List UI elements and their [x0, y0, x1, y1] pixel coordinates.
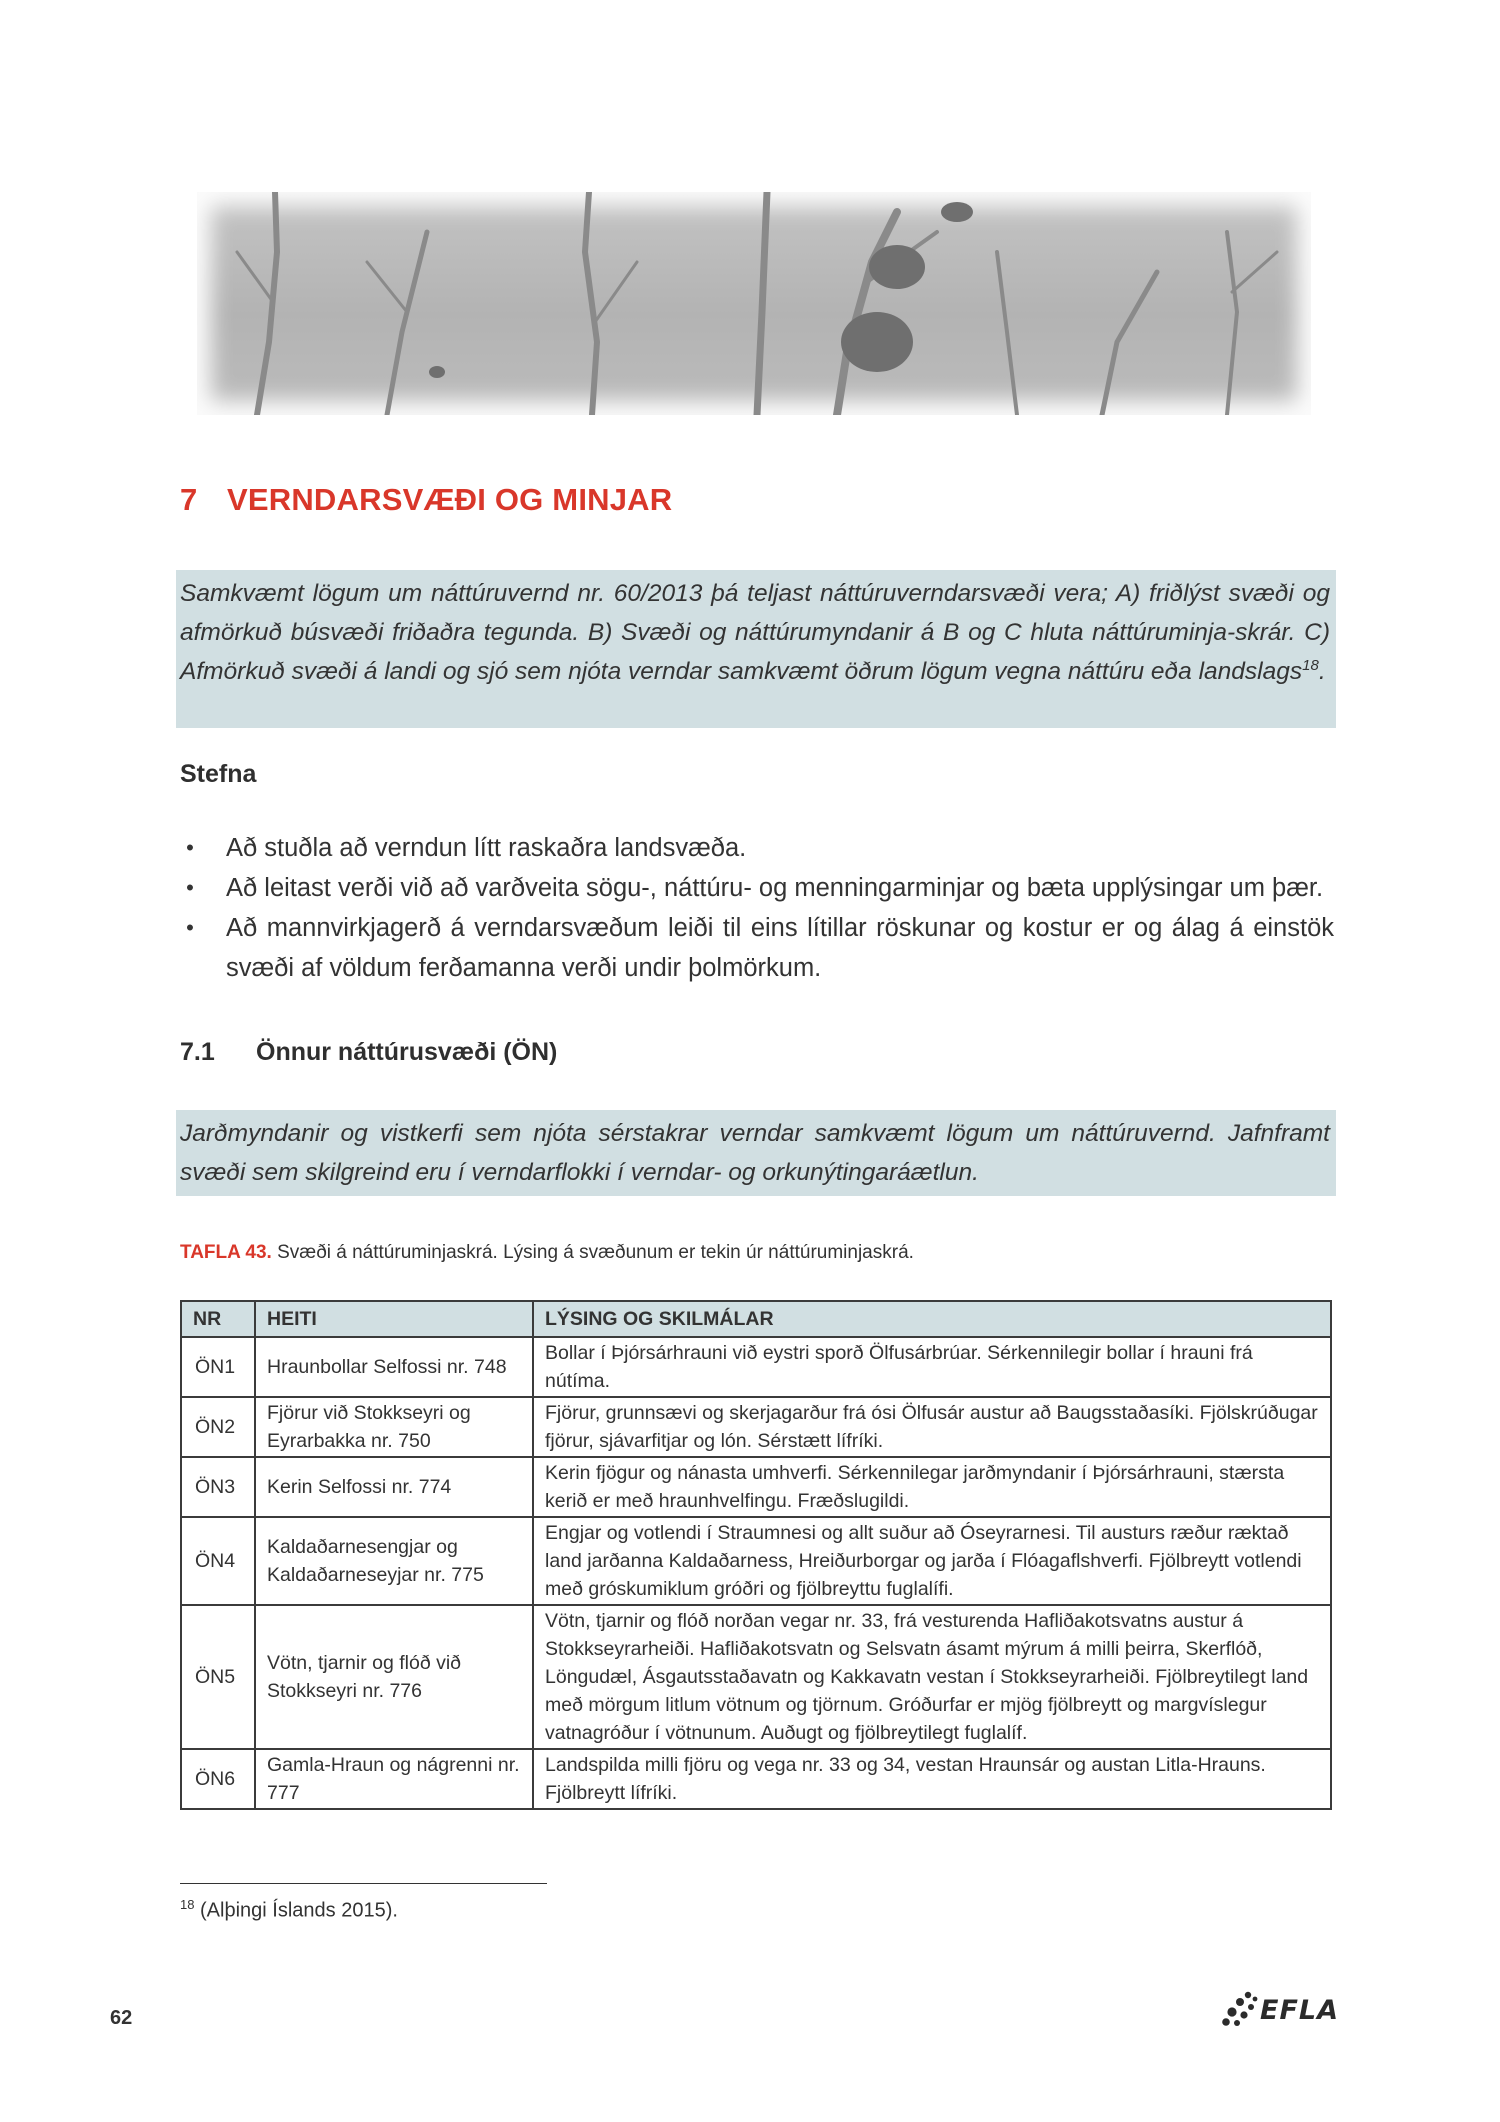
efla-logo: [1222, 1990, 1339, 2030]
chapter-number: 7: [180, 482, 198, 517]
table-row: [181, 1749, 1331, 1809]
cell-nr: ÖN1: [181, 1337, 255, 1397]
section-number: 7.1: [180, 1038, 215, 1066]
bullet-text: Að leitast verði við að varðveita sögu-, náttúru- og menningarminjar og bæta upplýsingar um þær.: [226, 874, 1324, 902]
cell-lysing: Bollar í Þjórsárhrauni við eystri sporð Ölfusárbrúar. Sérkennilegir bollar í hrauni frá nútíma.: [533, 1337, 1331, 1397]
list-item: [180, 868, 1334, 908]
bullet-icon: •: [186, 915, 194, 940]
page-number: 62: [110, 2007, 133, 2029]
footnote-divider: [180, 1883, 547, 1884]
cell-heiti: Vötn, tjarnir og flóð við Stokkseyri nr. 776: [255, 1605, 533, 1749]
intro-text: Samkvæmt lögum um náttúruvernd nr. 60/2013 þá teljast náttúruverndarsvæði vera; A) friðlýst svæði og afmörkuð búsvæði friðaðra tegunda. B) Svæði og náttúrumyndanir á B og C hluta náttúruminja-skrár. C) Afmörkuð svæði á landi og sjó sem njóta verndar samkvæmt öðrum lögum vegna náttúru eða landslags: [180, 580, 1330, 685]
cell-heiti: Fjörur við Stokkseyri og Eyrarbakka nr. 750: [255, 1397, 533, 1457]
column-header-nr: NR: [181, 1301, 255, 1337]
natural-sites-table: [180, 1300, 1332, 1810]
stefna-bullet-list: [180, 828, 1334, 988]
cell-heiti: Gamla-Hraun og nágrenni nr. 777: [255, 1749, 533, 1809]
table-caption-label: TAFLA 43.: [180, 1242, 272, 1263]
list-item: [180, 828, 1334, 868]
cell-nr: ÖN2: [181, 1397, 255, 1457]
cell-nr: ÖN3: [181, 1457, 255, 1517]
cell-heiti: Hraunbollar Selfossi nr. 748: [255, 1337, 533, 1397]
section-heading: [180, 1038, 557, 1067]
table-header-row: [181, 1301, 1331, 1337]
header-banner-image: [197, 192, 1311, 415]
bullet-text: Að stuðla að verndun lítt raskaðra landsvæða.: [226, 834, 747, 862]
cell-nr: ÖN6: [181, 1749, 255, 1809]
cell-lysing: Kerin fjögur og nánasta umhverfi. Sérkennilegar jarðmyndanir í Þjórsárhrauni, stærsta kerið er með hraunhvelfingu. Fræðslugildi.: [533, 1457, 1331, 1517]
cell-nr: ÖN4: [181, 1517, 255, 1605]
chapter-title-text: VERNDARSVÆÐI OG MINJAR: [227, 482, 673, 517]
cell-lysing: Vötn, tjarnir og flóð norðan vegar nr. 33, frá vesturenda Hafliðakotsvatns austur á Stokkseyrarheiði. Hafliðakotsvatn og Selsvatn ásamt mýrum á milli þeirra, Skerflóð, Löngudæl, Ásgautsstaðavatn og Kakkavatn vestan í Stokkseyrarheiði. Fjölbreytilegt land með mörgum litlum vötnum og tjörnum. Gróðurfar er mjög fjölbreytt og margvíslegur vatnagróður í vötnunum. Auðugt og fjölbreytilegt fuglalíf.: [533, 1605, 1331, 1749]
table-row: [181, 1605, 1331, 1749]
bullet-icon: •: [186, 875, 194, 900]
cell-heiti: Kerin Selfossi nr. 774: [255, 1457, 533, 1517]
chapter-title: [180, 482, 672, 518]
cell-nr: ÖN5: [181, 1605, 255, 1749]
footnote-text: (Alþingi Íslands 2015).: [194, 1899, 398, 1922]
footnote: [180, 1897, 398, 1923]
cell-heiti: Kaldaðarnesengjar og Kaldaðarneseyjar nr. 775: [255, 1517, 533, 1605]
stefna-heading: Stefna: [180, 760, 257, 788]
cell-lysing: Landspilda milli fjöru og vega nr. 33 og 34, vestan Hraunsár og austan Litla-Hrauns. Fjölbreytt lífríki.: [533, 1749, 1331, 1809]
table-row: [181, 1517, 1331, 1605]
column-header-heiti: HEITI: [255, 1301, 533, 1337]
column-header-lysing: LÝSING OG SKILMÁLAR: [533, 1301, 1331, 1337]
table-row: [181, 1457, 1331, 1517]
cell-lysing: Fjörur, grunnsævi og skerjagarður frá ósi Ölfusár austur að Baugsstaðasíki. Fjölskrúðugar fjörur, sjávarfitjar og lón. Sérstætt lífríki.: [533, 1397, 1331, 1457]
section-title: Önnur náttúrusvæði (ÖN): [256, 1038, 558, 1066]
section-callout: Jarðmyndanir og vistkerfi sem njóta sérstakrar verndar samkvæmt lögum um náttúruvernd. Jafnframt svæði sem skilgreind eru í verndarflokki í verndar- og orkunýtingaráætlun.: [176, 1110, 1336, 1196]
cell-lysing: Engjar og votlendi í Straumnesi og allt suður að Óseyrarnesi. Til austurs ræður ræktað land jarðanna Kaldaðarness, Hreiðurborgar og jarða í Flóagaflshverfi. Fjölbreytt votlendi með gróskumiklum gróðri og fjölbreyttu fuglalífi.: [533, 1517, 1331, 1605]
table-row: [181, 1397, 1331, 1457]
intro-callout: [176, 570, 1336, 728]
table-row: [181, 1337, 1331, 1397]
intro-end: .: [1318, 658, 1326, 685]
footnote-number: 18: [180, 1897, 195, 1912]
bullet-text: Að mannvirkjagerð á verndarsvæðum leiði til eins lítillar röskunar og kostur er og álag á einstök svæði af völdum ferðamanna verði undir þolmörkum.: [226, 914, 1334, 982]
list-item: [180, 908, 1334, 988]
logo-text: EFLA: [1260, 1994, 1339, 2026]
table-caption: [180, 1242, 914, 1264]
efla-dots-icon: [1222, 1990, 1260, 2030]
footnote-ref[interactable]: 18: [1302, 656, 1319, 674]
bullet-icon: •: [186, 835, 194, 860]
table-caption-text: Svæði á náttúruminjaskrá. Lýsing á svæðunum er tekin úr náttúruminjaskrá.: [271, 1242, 914, 1263]
branches-illustration: [197, 192, 1311, 415]
